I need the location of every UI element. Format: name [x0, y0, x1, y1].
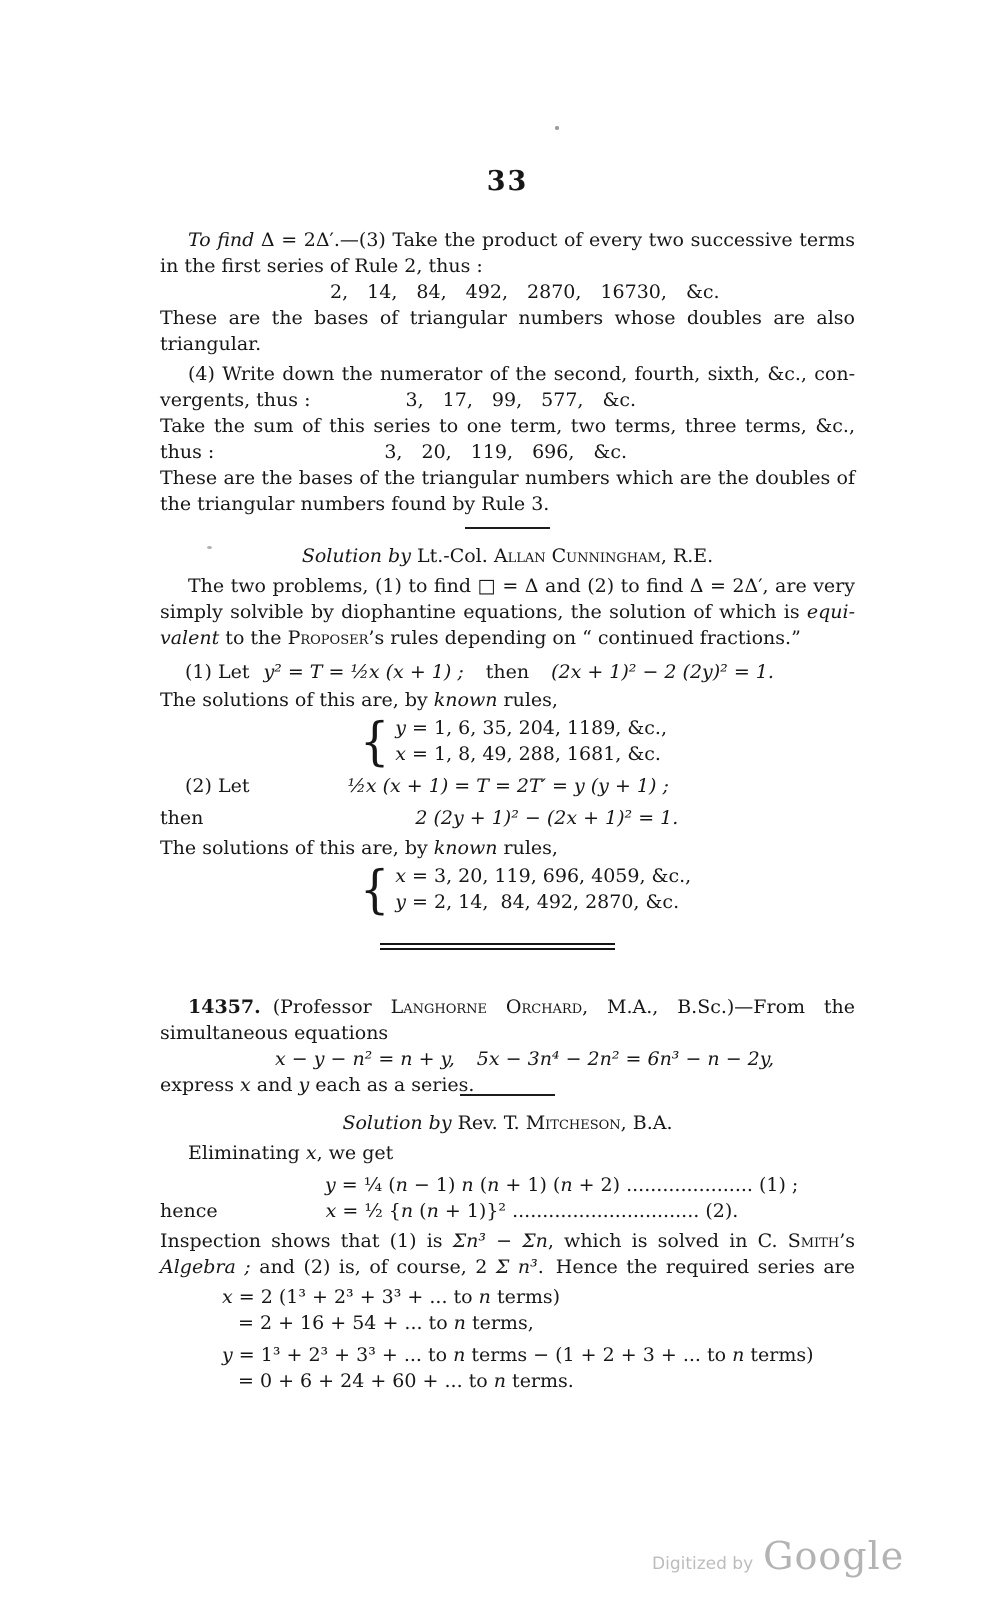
- text-line: [160, 1228, 855, 1254]
- text-segment: triangular.: [160, 333, 262, 355]
- text-segment: = 2, 14, 84, 492, 2870, &c.: [406, 891, 680, 913]
- text-line: [160, 805, 855, 831]
- text-segment: − 1): [407, 1174, 462, 1196]
- text-segment: y: [298, 1074, 310, 1096]
- spacer: [203, 823, 415, 824]
- text-segment: n: [732, 1344, 745, 1366]
- text-line: [160, 573, 855, 599]
- section-divider: [465, 527, 550, 529]
- text-line: [160, 1046, 855, 1072]
- text-segment: = 0 + 6 + 24 + 60 + ... to: [238, 1370, 494, 1392]
- text-segment: To find: [188, 229, 261, 251]
- text-line: [160, 387, 855, 413]
- text-line: [160, 439, 855, 465]
- text-segment: x: [395, 865, 406, 887]
- google-logo: Google: [763, 1534, 905, 1578]
- text-segment: = ¼ (: [335, 1174, 396, 1196]
- text-line: [160, 413, 855, 439]
- text-line: [160, 1284, 855, 1310]
- text-line: [160, 599, 855, 625]
- text-segment: Solution by: [301, 545, 417, 567]
- text-segment: each as a series.: [309, 1074, 475, 1096]
- spacer: [218, 1216, 326, 1217]
- text-line: [160, 835, 855, 861]
- text-segment: x − y − n² = n + y,: [275, 1048, 455, 1070]
- text-segment: known: [433, 689, 498, 711]
- text-line: [160, 543, 855, 569]
- text-segment: ’s rules depending on “ continued fractions.”: [368, 627, 801, 649]
- text-segment: These are the bases of triangular numbers whose doubles are also: [160, 307, 855, 329]
- text-segment: hence: [160, 1200, 218, 1222]
- text-segment: 5x − 3n⁴ − 2n² = 6n³ − n − 2y,: [476, 1048, 774, 1070]
- text-segment: The solutions of this are, by: [160, 837, 434, 859]
- text-segment: rules,: [497, 837, 558, 859]
- text-segment: n: [426, 1200, 439, 1222]
- text-line: [160, 1368, 855, 1394]
- text-segment: x: [395, 743, 406, 765]
- text-segment: Inspection shows that (1) is: [160, 1230, 453, 1252]
- text-line: [395, 741, 667, 767]
- text-segment: x: [222, 1286, 233, 1308]
- text-segment: Σ n³: [495, 1256, 538, 1278]
- watermark: [652, 1534, 904, 1578]
- text-line: [160, 1140, 855, 1166]
- text-segment: Allan Cunningham: [493, 545, 661, 567]
- text-segment: (4) Write down the numerator of the second, fourth, sixth, &c., con-: [188, 363, 855, 385]
- spacer: [214, 457, 384, 458]
- scan-speck: [555, 126, 559, 130]
- text-segment: 14357.: [188, 996, 261, 1018]
- text-segment: valent: [160, 627, 220, 649]
- text-segment: 3, 17, 99, 577, &c.: [405, 389, 637, 411]
- text-line: [160, 465, 855, 491]
- solution-set: [160, 710, 855, 772]
- text-segment: Σn³ − Σn: [452, 1230, 548, 1252]
- text-line: [395, 715, 667, 741]
- text-segment: y: [395, 717, 407, 739]
- text-segment: terms): [744, 1344, 814, 1366]
- text-segment: terms): [490, 1286, 561, 1308]
- text-segment: (2) Let: [185, 775, 250, 797]
- text-segment: y: [325, 1174, 336, 1196]
- text-segment: rules,: [497, 689, 558, 711]
- text-line: [160, 279, 855, 305]
- text-line: [160, 1110, 855, 1136]
- text-segment: = 1, 6, 35, 204, 1189, &c.,: [406, 717, 668, 739]
- text-segment: Smith: [787, 1230, 840, 1252]
- text-line: [160, 1254, 855, 1280]
- solution-lines: [395, 863, 691, 915]
- text-line: [160, 331, 855, 357]
- text-segment: Langhorne Orchard: [390, 996, 583, 1018]
- text-segment: , M.A., B.Sc.)—From the: [582, 996, 856, 1018]
- text-segment: and: [250, 1074, 299, 1096]
- text-segment: Take the sum of this series to one term, two terms, three terms, &c.,: [160, 415, 855, 437]
- text-segment: equi-: [806, 601, 855, 623]
- text-line: [160, 659, 855, 685]
- text-segment: the triangular numbers found by Rule 3.: [160, 493, 550, 515]
- text-segment: terms,: [465, 1312, 534, 1334]
- text-line: [160, 1198, 855, 1224]
- content: [160, 227, 855, 1394]
- text-segment: n: [461, 1174, 474, 1196]
- text-segment: n: [487, 1174, 500, 1196]
- text-segment: Eliminating: [188, 1142, 306, 1164]
- spacer: [455, 1064, 477, 1065]
- text-segment: = 1³ + 2³ + 3³ + ... to: [232, 1344, 454, 1366]
- text-line: [395, 863, 691, 889]
- text-line: [160, 1310, 855, 1336]
- text-segment: n: [395, 1174, 408, 1196]
- text-segment: vergents, thus :: [160, 389, 311, 411]
- text-line: [160, 253, 855, 279]
- text-line: [160, 1020, 855, 1046]
- text-segment: n: [478, 1286, 491, 1308]
- text-segment: = 2 + 16 + 54 + ... to: [238, 1312, 454, 1334]
- text-line: [395, 889, 691, 915]
- text-segment: to the: [219, 627, 288, 649]
- text-segment: + 2) ..................... (1) ;: [572, 1174, 799, 1196]
- left-brace-icon: {: [360, 858, 390, 920]
- text-segment: Hence the required series are: [555, 1256, 856, 1278]
- text-line: [160, 1172, 855, 1198]
- text-segment: = ½ {: [336, 1200, 401, 1222]
- text-segment: known: [433, 837, 498, 859]
- text-line: [160, 687, 855, 713]
- text-segment: 3, 20, 119, 696, &c.: [384, 441, 628, 463]
- spacer: [249, 677, 263, 678]
- text-segment: + 1)}² ............................... (2).: [438, 1200, 739, 1222]
- text-segment: , B.A.: [620, 1112, 673, 1134]
- text-segment: ’s: [839, 1230, 855, 1252]
- text-segment: n: [453, 1344, 466, 1366]
- double-divider: [380, 943, 615, 950]
- text-segment: , which is solved in C.: [547, 1230, 788, 1252]
- text-segment: in the first series of Rule 2, thus :: [160, 255, 483, 277]
- text-segment: n: [560, 1174, 573, 1196]
- text-segment: ½x (x + 1) = T = 2T′ = y (y + 1) ;: [347, 775, 669, 797]
- text-segment: + 1) (: [499, 1174, 561, 1196]
- text-segment: Proposer: [287, 627, 369, 649]
- text-segment: Lt.-Col.: [416, 545, 494, 567]
- watermark-prefix: Digitized by: [652, 1554, 754, 1574]
- text-line: [160, 305, 855, 331]
- text-segment: = 3, 20, 119, 696, 4059, &c.,: [406, 865, 692, 887]
- text-line: [160, 994, 855, 1020]
- text-segment: 2, 14, 84, 492, 2870, 16730, &c.: [330, 281, 720, 303]
- text-line: [160, 1342, 855, 1368]
- spacer: [249, 791, 347, 792]
- text-segment: terms − (1 + 2 + 3 + ... to: [465, 1344, 733, 1366]
- spacer: [544, 1272, 556, 1273]
- text-segment: .: [537, 1256, 544, 1278]
- text-segment: x: [325, 1200, 337, 1222]
- text-segment: Solution by: [342, 1112, 458, 1134]
- spacer: [261, 1012, 273, 1013]
- text-segment: Mitcheson: [525, 1112, 621, 1134]
- left-brace-icon: {: [360, 710, 390, 772]
- text-segment: express: [160, 1074, 240, 1096]
- text-line: [160, 361, 855, 387]
- text-line: [160, 227, 855, 253]
- spacer: [310, 405, 405, 406]
- text-segment: x: [240, 1074, 251, 1096]
- text-line: [160, 491, 855, 517]
- text-segment: y: [395, 891, 407, 913]
- text-segment: = 1, 8, 49, 288, 1681, &c.: [406, 743, 661, 765]
- text-segment: (2x + 1)² − 2 (2y)² = 1.: [551, 661, 774, 683]
- text-segment: The solutions of this are, by: [160, 689, 434, 711]
- text-segment: y² = T = ½x (x + 1) ;: [263, 661, 464, 683]
- text-segment: terms.: [506, 1370, 574, 1392]
- solution-lines: [395, 715, 667, 767]
- text-segment: (: [473, 1174, 488, 1196]
- text-line: [160, 625, 855, 651]
- text-segment: , R.E.: [660, 545, 714, 567]
- text-segment: x: [305, 1142, 317, 1164]
- text-segment: and (2) is, of course, 2: [250, 1256, 496, 1278]
- text-segment: (: [413, 1200, 427, 1222]
- text-segment: y: [222, 1344, 233, 1366]
- page-number: 33: [486, 166, 529, 197]
- text-line: [160, 773, 855, 799]
- text-segment: Δ = 2Δ′.—(3) Take the product of every two successive terms: [260, 229, 855, 251]
- scan-speck: [207, 546, 212, 549]
- text-segment: then: [485, 661, 530, 683]
- text-segment: thus :: [160, 441, 215, 463]
- spacer: [529, 677, 551, 678]
- text-segment: Rev. T.: [457, 1112, 526, 1134]
- text-segment: These are the bases of the triangular numbers which are the doubles of: [160, 467, 855, 489]
- text-segment: Algebra ;: [160, 1256, 251, 1278]
- text-segment: (Professor: [272, 996, 391, 1018]
- text-segment: 2 (2y + 1)² − (2x + 1)² = 1.: [415, 807, 679, 829]
- text-segment: The two problems, (1) to find □ = Δ and (2) to find Δ = 2Δ′, are very: [188, 575, 855, 597]
- text-segment: n: [400, 1200, 414, 1222]
- text-segment: then: [160, 807, 204, 829]
- text-segment: (1) Let: [185, 661, 250, 683]
- text-segment: n: [453, 1312, 466, 1334]
- text-segment: simply solvible by diophantine equations, the solution of which is: [160, 601, 807, 623]
- text-segment: , we get: [316, 1142, 394, 1164]
- text-segment: simultaneous equations: [160, 1022, 389, 1044]
- spacer: [464, 677, 486, 678]
- text-segment: = 2 (1³ + 2³ + 3³ + ... to: [232, 1286, 479, 1308]
- solution-set: [160, 858, 855, 920]
- text-segment: n: [493, 1370, 507, 1392]
